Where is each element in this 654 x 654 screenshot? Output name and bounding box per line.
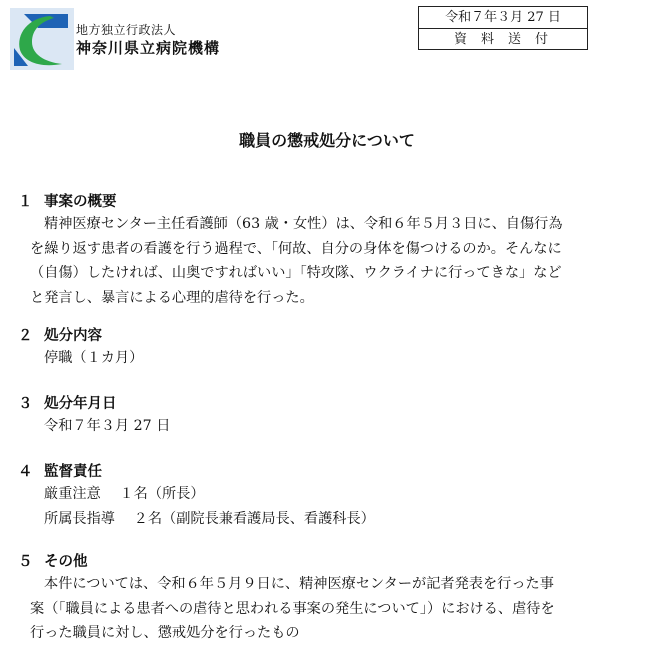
organization-title: 神奈川県立病院機構 (76, 39, 221, 57)
section-heading (0, 460, 654, 482)
section-disposition-date (0, 392, 654, 439)
document-type: 資料送付 (419, 28, 587, 50)
section-heading (0, 190, 654, 212)
document-title: 職員の懲戒処分について (239, 131, 415, 150)
organization-name (76, 22, 220, 58)
paragraph-line: 精神医療センター主任看護師（63 歳・女性）は、令和６年５月３日に、自傷行為 (44, 216, 563, 232)
section-heading (0, 392, 654, 414)
section-heading (0, 324, 654, 346)
paragraph-line: 厳重注意 １名（所長） (44, 486, 205, 502)
paragraph-line: （自傷）したければ、山奥ですればいい」「特攻隊、ウクライナに行ってきな」など (30, 265, 562, 281)
date-box (418, 6, 588, 50)
section-supervisory-responsibility (0, 460, 654, 531)
section-title: 監督責任 (44, 464, 102, 480)
paragraph-line: と発言し、暴言による心理的虐待を行った。 (30, 289, 314, 306)
paragraph-line: 令和７年３月 27 日 (44, 418, 171, 434)
section-number: ４ (18, 464, 33, 480)
paragraph-line: 所属長指導 ２名（副院長兼看護局長、看護科長） (44, 510, 375, 527)
section-title: 処分年月日 (44, 396, 117, 412)
organization-type: 地方独立行政法人 (76, 23, 177, 37)
section-heading (0, 550, 654, 572)
document-date: 令和７年３月 27 日 (445, 10, 561, 25)
section-title: その他 (44, 554, 88, 570)
organization-logo-icon (10, 8, 74, 70)
section-number: ３ (18, 396, 33, 412)
paragraph-line: 行った職員に対し、懲戒処分を行ったもの (30, 625, 300, 641)
section-number: ５ (18, 554, 33, 570)
section-number: １ (18, 194, 33, 210)
paragraph-line: を繰り返す患者の看護を行う過程で、「何故、自分の身体を傷つけるのか。そんなに (30, 240, 562, 257)
logo (10, 8, 74, 70)
section-overview (0, 190, 654, 310)
section-other (0, 550, 654, 646)
paragraph-line: 停職（１カ月） (44, 350, 144, 366)
section-number: ２ (18, 328, 33, 344)
paragraph-line: 本件については、令和６年５月９日に、精神医療センターが記者発表を行った事 (44, 576, 554, 592)
section-disposition (0, 324, 654, 371)
section-title: 処分内容 (44, 328, 102, 344)
paragraph-line: 案（「職員による患者への虐待と思われる事案の発生について」）における、虐待を (30, 600, 555, 617)
section-title: 事案の概要 (44, 194, 117, 210)
